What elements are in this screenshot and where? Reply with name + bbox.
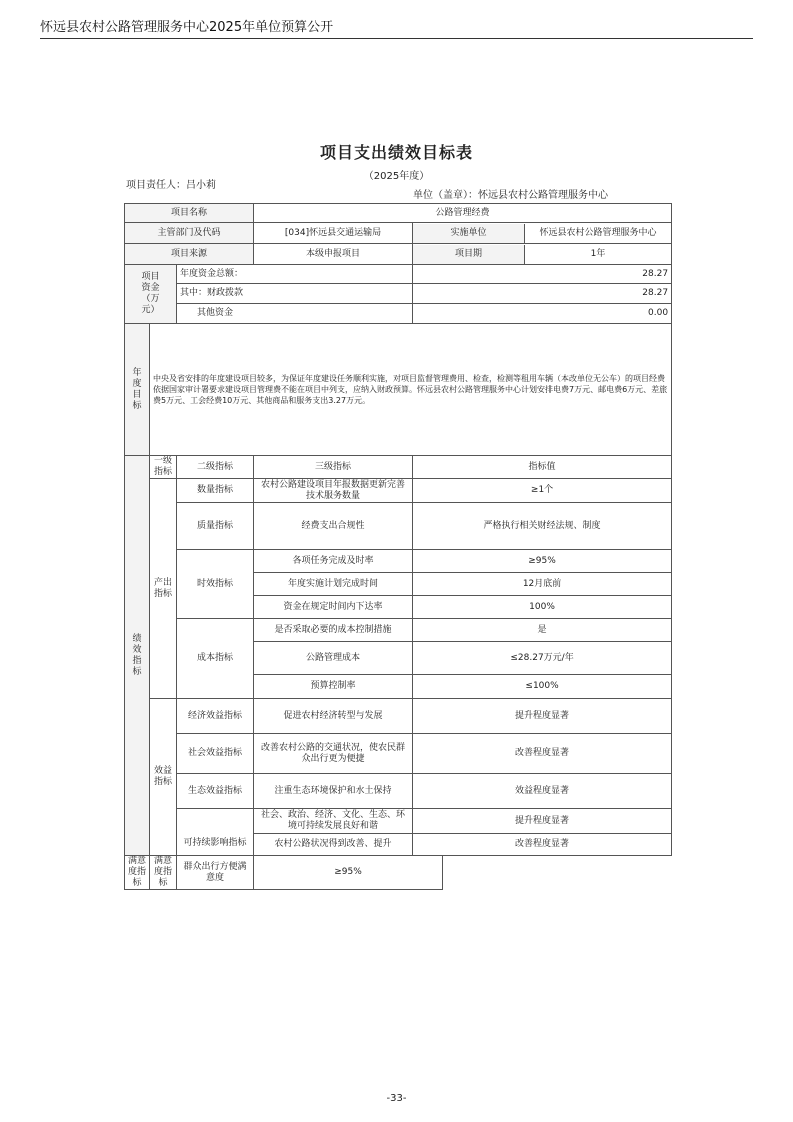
satis-1-value: ≥95% xyxy=(254,856,443,890)
cost-1-value: 是 xyxy=(413,619,672,642)
eco-label: 生态效益指标 xyxy=(177,774,254,809)
time-2-value: 12月底前 xyxy=(413,573,672,596)
cost-3: 预算控制率 xyxy=(254,675,413,699)
time-3-value: 100% xyxy=(413,596,672,619)
eco-1-value: 效益程度显著 xyxy=(413,774,672,809)
col-level2-header: 二级指标 xyxy=(177,456,254,479)
page-header-title: 怀远县农村公路管理服务中心2025年单位预算公开 xyxy=(40,20,334,35)
time-2: 年度实施计划完成时间 xyxy=(254,573,413,596)
project-name-label: 项目名称 xyxy=(125,204,254,223)
funds-fiscal-value: 28.27 xyxy=(413,284,672,304)
effect-label: 效益指标 xyxy=(150,699,177,856)
satisfaction-label: 满意度指标 xyxy=(125,856,150,890)
source-label: 项目来源 xyxy=(125,244,254,265)
time-1: 各项任务完成及时率 xyxy=(254,550,413,573)
social-label: 社会效益指标 xyxy=(177,734,254,774)
dept-value: [034]怀远县交通运输局 xyxy=(254,223,413,244)
sustain-label: 可持续影响指标 xyxy=(177,809,254,856)
header-divider xyxy=(40,38,753,39)
performance-table xyxy=(124,203,672,890)
col-level1-header: 一级指标 xyxy=(150,456,177,479)
cost-2: 公路管理成本 xyxy=(254,642,413,675)
sustain-1-value: 提升程度显著 xyxy=(413,809,672,834)
funds-other-value: 0.00 xyxy=(413,304,672,324)
cost-3-value: ≤100% xyxy=(413,675,672,699)
funds-label: 项目资金（万元） xyxy=(125,265,177,324)
document-year: （2025年度） xyxy=(363,171,430,182)
quantity-1: 农村公路建设项目年报数据更新完善技术服务数量 xyxy=(254,479,413,503)
period-value: 1年 xyxy=(590,248,606,259)
unit-stamp: 单位（盖章）：怀远县农村公路管理服务中心 xyxy=(413,190,608,201)
period-label: 项目期 xyxy=(413,245,525,264)
goal-text: 中央及省安排的年度建设项目较多，为保证年度建设任务顺利实施，对项目监督管理费用、检查，检测等租用车辆（本改单位无公车）的项目经费依据国家审计署要求建设项目管理费不能在项目中列支，应纳入财政预算。怀远县农村公路管理服务中心计划安排电费7万元、邮电费6万元、差旅费5万元、工会经费10万元、其他商品和服务支出3.27万元。 xyxy=(150,324,672,456)
sustain-1: 社会、政治、经济、文化、生态、环境可持续发展良好和谐 xyxy=(254,809,413,834)
impl-label: 实施单位 xyxy=(413,224,525,243)
document-title: 项目支出绩效目标表 xyxy=(319,143,473,162)
goal-label: 年度目标 xyxy=(125,324,150,456)
quantity-1-value: ≥1个 xyxy=(413,479,672,503)
econ-1: 促进农村经济转型与发展 xyxy=(254,699,413,734)
sustain-2: 农村公路状况得到改善、提升 xyxy=(254,834,413,856)
time-3: 资金在规定时间内下达率 xyxy=(254,596,413,619)
funds-fiscal-label: 其中：财政拨款 xyxy=(177,284,413,304)
quality-1-value: 严格执行相关财经法规、制度 xyxy=(413,503,672,550)
cost-label: 成本指标 xyxy=(177,619,254,699)
econ-1-value: 提升程度显著 xyxy=(413,699,672,734)
funds-total-value: 28.27 xyxy=(413,265,672,284)
cost-2-value: ≤28.27万元/年 xyxy=(413,642,672,675)
sustain-2-value: 改善程度显著 xyxy=(413,834,672,856)
output-label: 产出指标 xyxy=(150,479,177,699)
satis-label: 满意度指标 xyxy=(150,856,177,890)
project-responsible: 项目责任人：吕小莉 xyxy=(126,180,216,191)
source-value: 本级申报项目 xyxy=(254,244,413,265)
satis-1: 群众出行方便满意度 xyxy=(177,856,254,890)
quantity-label: 数量指标 xyxy=(177,479,254,503)
col-level3-header: 三级指标 xyxy=(254,456,413,479)
cost-1: 是否采取必要的成本控制措施 xyxy=(254,619,413,642)
social-1: 改善农村公路的交通状况，使农民群众出行更为便捷 xyxy=(254,734,413,774)
col-value-header: 指标值 xyxy=(413,456,672,479)
project-name-value: 公路管理经费 xyxy=(254,204,672,223)
time-label: 时效指标 xyxy=(177,550,254,619)
funds-other-label: 其他资金 xyxy=(177,304,413,324)
quality-1: 经费支出合规性 xyxy=(254,503,413,550)
perf-label: 绩效指标 xyxy=(125,456,150,856)
econ-label: 经济效益指标 xyxy=(177,699,254,734)
funds-total-label: 年度资金总额： xyxy=(177,265,413,284)
quality-label: 质量指标 xyxy=(177,503,254,550)
impl-value: 怀远县农村公路管理服务中心 xyxy=(539,227,657,238)
dept-label: 主管部门及代码 xyxy=(125,223,254,244)
eco-1: 注重生态环境保护和水土保持 xyxy=(254,774,413,809)
page-number: -33- xyxy=(386,1093,407,1104)
social-1-value: 改善程度显著 xyxy=(413,734,672,774)
time-1-value: ≥95% xyxy=(413,550,672,573)
